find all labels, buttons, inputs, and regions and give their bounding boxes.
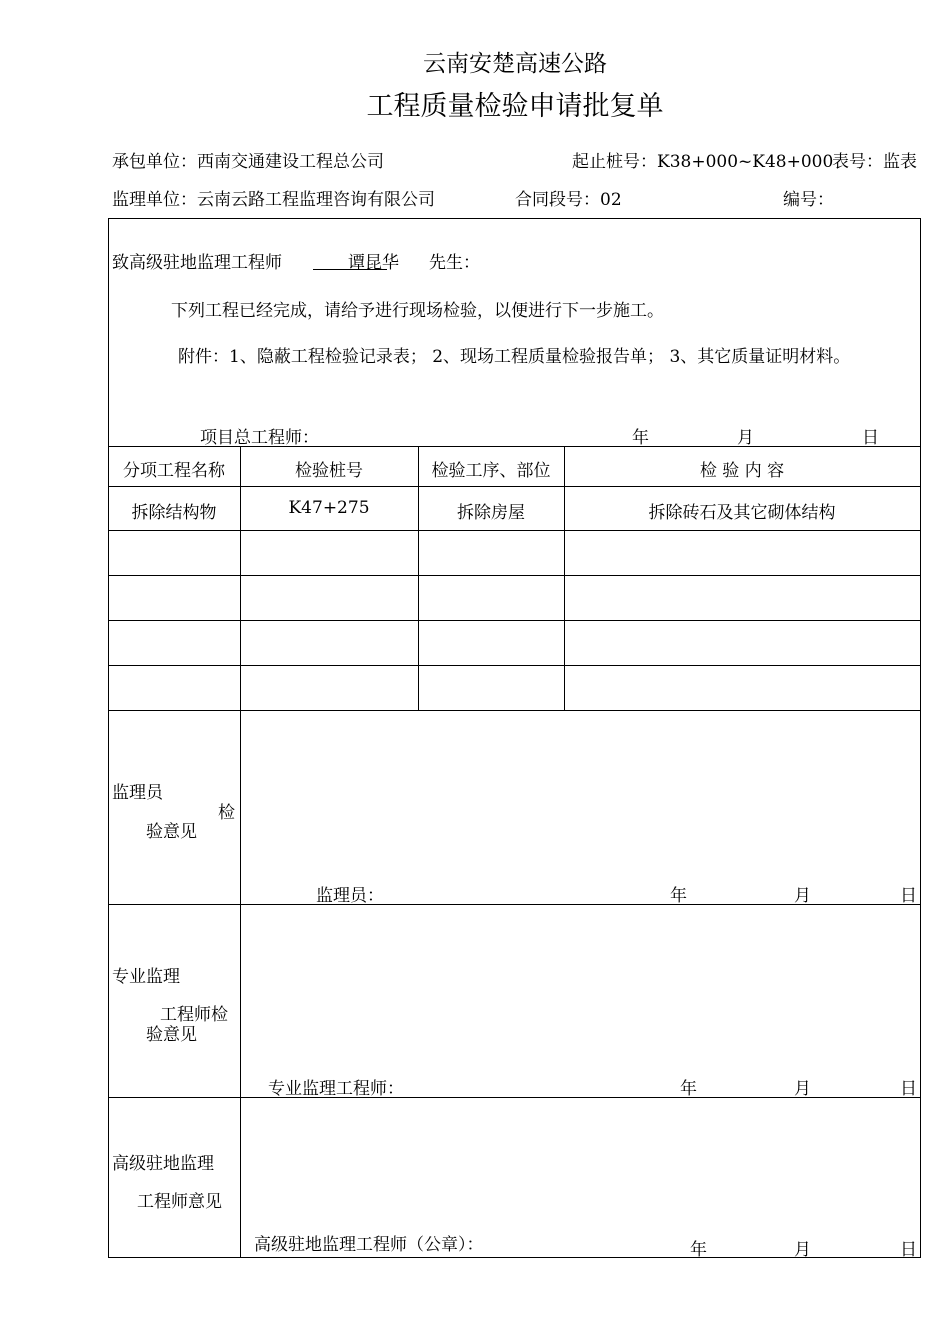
request-day: 日 xyxy=(862,428,879,448)
inspector-label-c: 验意见 xyxy=(146,822,197,842)
table-cell: K47+275 xyxy=(288,498,370,518)
addressee-suffix: 先生： xyxy=(429,253,480,273)
supervisor-info xyxy=(112,185,435,210)
station-value: K38+000~K48+000 xyxy=(657,152,834,172)
attachments: 附件：1、隐蔽工程检验记录表； 2、现场工程质量检验报告单； 3、其它质量证明材料。 xyxy=(178,347,851,367)
station-info xyxy=(572,147,833,172)
specialist-label-b: 工程师检 xyxy=(160,1005,228,1025)
inspector-day: 日 xyxy=(900,886,917,906)
inspector-year: 年 xyxy=(670,886,687,906)
contract-value: 02 xyxy=(600,190,622,210)
senior-sign: 高级驻地监理工程师（公章）： xyxy=(254,1235,484,1255)
inspector-sign: 监理员： xyxy=(316,886,384,906)
header-station: 检验桩号 xyxy=(295,461,363,481)
request-body: 下列工程已经完成，请给予进行现场检验，以便进行下一步施工。 xyxy=(171,301,664,321)
addressee-name xyxy=(313,248,399,273)
form-value: 监表 xyxy=(883,152,917,172)
contractor-info xyxy=(112,147,384,172)
inspector-label-a: 监理员 xyxy=(112,783,163,803)
request-month: 月 xyxy=(737,428,754,448)
header-process: 检验工序、部位 xyxy=(431,461,551,481)
contract-info xyxy=(515,185,622,210)
addressee-name-text: 谭昆华 xyxy=(348,253,399,273)
serial-label: 编号： xyxy=(783,190,834,210)
senior-month: 月 xyxy=(794,1240,811,1260)
addressee-prefix: 致高级驻地监理工程师 xyxy=(112,253,282,273)
inspector-label-b: 检 xyxy=(218,803,235,823)
form-label: 表号： xyxy=(832,152,883,172)
table-cell: 拆除结构物 xyxy=(131,503,217,523)
specialist-label-a: 专业监理 xyxy=(112,967,180,987)
form-number-info xyxy=(832,147,950,172)
specialist-sign: 专业监理工程师： xyxy=(268,1079,404,1099)
inspector-month: 月 xyxy=(794,886,811,906)
contract-label: 合同段号： xyxy=(515,190,600,210)
chief-engineer-label: 项目总工程师： xyxy=(200,428,319,448)
specialist-year: 年 xyxy=(680,1079,697,1099)
project-title: 云南安楚高速公路 xyxy=(423,51,607,77)
contractor-label: 承包单位： xyxy=(112,152,197,172)
request-year: 年 xyxy=(632,428,649,448)
header-content: 检 验 内 容 xyxy=(699,461,785,481)
specialist-month: 月 xyxy=(794,1079,811,1099)
addressee-line xyxy=(112,248,282,273)
supervisor-value: 云南云路工程监理咨询有限公司 xyxy=(197,190,435,210)
senior-day: 日 xyxy=(900,1240,917,1260)
senior-label-a: 高级驻地监理 xyxy=(112,1154,214,1174)
specialist-day: 日 xyxy=(900,1079,917,1099)
header-item-name: 分项工程名称 xyxy=(123,461,225,481)
table-cell: 拆除砖石及其它砌体结构 xyxy=(648,503,836,523)
senior-year: 年 xyxy=(690,1240,707,1260)
station-label: 起止桩号： xyxy=(572,152,657,172)
specialist-label-c: 验意见 xyxy=(146,1025,197,1045)
form-title: 工程质量检验申请批复单 xyxy=(366,91,664,122)
senior-label-b: 工程师意见 xyxy=(137,1192,222,1212)
table-cell: 拆除房屋 xyxy=(457,503,525,523)
supervisor-label: 监理单位： xyxy=(112,190,197,210)
contractor-value: 西南交通建设工程总公司 xyxy=(197,152,384,172)
